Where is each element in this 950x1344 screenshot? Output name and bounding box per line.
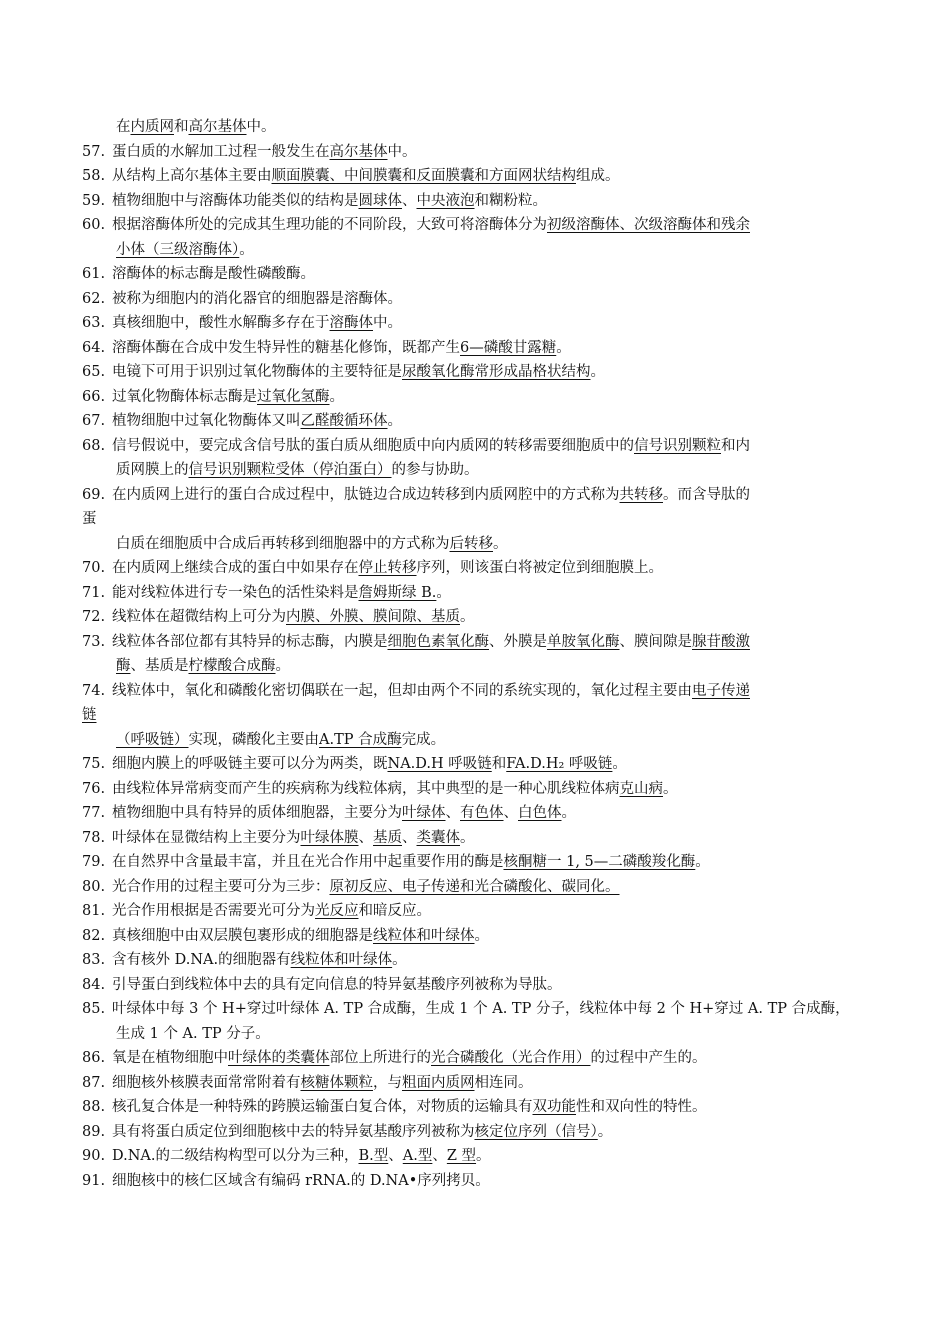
document-line <box>0 801 950 825</box>
text-segment: 根据溶酶体所处的完成其生理功能的不同阶段，大致可将溶酶体分为 <box>112 217 547 233</box>
answer-text: 叶绿体 <box>402 805 446 821</box>
line-text <box>112 483 750 507</box>
answer-text: （呼吸链） <box>116 731 189 748</box>
line-text <box>116 654 290 678</box>
document-line <box>0 1022 950 1046</box>
text-segment: 细胞核外核膜表面常常附着有 <box>112 1074 301 1091</box>
item-number: 83. <box>82 952 106 968</box>
item-number: 68. <box>82 437 106 454</box>
text-segment: 在自然界中含量最丰富，并且在光合作用中起重要作用的酶是 <box>112 854 504 870</box>
text-segment: 由线粒体异常病变而产生的疾病称为线粒体病，其中典型的是一种心肌线粒体病 <box>112 780 620 797</box>
document-line <box>0 262 950 286</box>
document-line <box>0 875 950 899</box>
document-line <box>0 1095 950 1119</box>
line-text <box>112 1071 533 1095</box>
item-number: 75. <box>82 756 106 772</box>
text-segment: 中。 <box>246 119 276 135</box>
text-segment: 的参与协助。 <box>391 462 479 478</box>
text-segment: 真核细胞中，酸性水解酶多存在于 <box>112 315 330 331</box>
answer-text: 粗面内质网 <box>402 1074 475 1091</box>
text-segment: 植物细胞中具有特异的质体细胞器，主要分为 <box>112 805 402 821</box>
text-segment: 中。 <box>387 143 417 160</box>
line-text <box>112 679 750 703</box>
answer-text: 高尔基体 <box>329 143 388 160</box>
line-text <box>82 507 97 531</box>
text-segment: 。 <box>329 388 344 405</box>
answer-text: 信号识别颗粒受体（停泊蛋白） <box>188 462 392 478</box>
text-segment: 白质在细胞质中合成后再转移到细胞器中的方式称为 <box>116 535 450 552</box>
document-line <box>0 409 950 433</box>
answer-text: 核酮糖一 1, 5—二磷酸羧化酶 <box>503 854 696 870</box>
text-segment: 、膜间隙是 <box>619 633 692 650</box>
answer-text: 溶酶体 <box>329 315 373 331</box>
item-number: 67. <box>82 413 106 429</box>
document-line <box>0 115 950 139</box>
item-number: 90. <box>82 1148 106 1164</box>
answer-text: 核定位序列（信号） <box>474 1123 598 1140</box>
text-segment: 中。 <box>373 315 402 331</box>
line-text <box>112 1046 707 1070</box>
line-text <box>112 262 315 286</box>
text-segment: 电镜下可用于识别过氧化物酶体的主要特征是 <box>112 364 402 380</box>
answer-text: 原初反应、电子传递和光合磷酸化、碳同化。 <box>329 878 620 895</box>
answer-text: 小体（三级溶酶体） <box>116 241 240 258</box>
text-segment: 实现，磷酸化主要由 <box>188 731 319 748</box>
answer-text: 内质网 <box>130 119 174 135</box>
text-segment: 。 <box>392 952 407 968</box>
answer-text: 叶绿体膜 <box>300 829 359 846</box>
document-line <box>0 826 950 850</box>
item-number: 69. <box>82 486 106 503</box>
item-number: 84. <box>82 976 106 993</box>
answer-text: 信号识别颗粒 <box>634 437 721 454</box>
line-text <box>112 1169 490 1193</box>
item-number: 80. <box>82 878 106 895</box>
line-text <box>112 1144 491 1168</box>
text-segment: 和糊粉粒。 <box>474 192 547 209</box>
text-segment: 、 <box>432 1148 447 1164</box>
answer-text: 酶 <box>116 658 131 674</box>
line-text <box>116 458 479 482</box>
item-number: 57. <box>82 143 106 160</box>
line-text <box>116 238 254 262</box>
document-line <box>0 164 950 188</box>
line-text <box>112 1095 707 1119</box>
text-segment: 植物细胞中过氧化物酶体又叫 <box>112 413 301 429</box>
document-line <box>0 605 950 629</box>
text-segment: 细胞内膜上的呼吸链主要可以分为两类，既 <box>112 756 388 772</box>
line-text <box>112 164 620 188</box>
text-segment: 、外膜是 <box>489 633 547 650</box>
item-number: 76. <box>82 780 106 797</box>
item-number: 58. <box>82 168 106 184</box>
line-text <box>112 752 627 776</box>
line-text <box>112 948 407 972</box>
line-text <box>112 140 417 164</box>
line-text <box>116 115 276 139</box>
item-number: 85. <box>82 1001 106 1017</box>
answer-text: 共转移 <box>619 486 663 503</box>
item-number: 86. <box>82 1050 106 1066</box>
text-segment: 溶酶体酶在合成中发生特异性的糖基化修饰，既都产生 <box>112 339 460 356</box>
line-text <box>112 360 605 384</box>
line-text <box>112 213 750 237</box>
text-segment: 含有核外 D.NA.的细胞器有 <box>112 952 291 968</box>
item-number: 59. <box>82 192 106 209</box>
document-line <box>0 532 950 556</box>
text-segment: 过氧化物酶体标志酶是 <box>112 388 257 405</box>
answer-text: 中央液泡 <box>416 192 475 209</box>
text-segment: 、基质是 <box>130 658 189 674</box>
text-segment: 。 <box>275 658 290 674</box>
text-segment: 、 <box>388 1148 403 1164</box>
answer-text: 停止转移 <box>358 560 417 576</box>
answer-text: 圆球体 <box>358 192 402 209</box>
text-segment: 。 <box>695 854 710 870</box>
document-line <box>0 434 950 458</box>
document-line <box>0 1046 950 1070</box>
document-line <box>0 948 950 972</box>
text-segment: 。 <box>556 339 571 356</box>
document-line <box>0 899 950 923</box>
line-text <box>112 1120 612 1144</box>
line-text <box>112 801 576 825</box>
item-number: 78. <box>82 829 106 846</box>
item-number: 64. <box>82 339 106 356</box>
text-segment: ，与 <box>373 1074 402 1091</box>
line-text <box>112 899 431 923</box>
line-text <box>112 409 402 433</box>
document-line <box>0 287 950 311</box>
text-segment: 、 <box>445 805 460 821</box>
line-text <box>116 1022 270 1046</box>
text-segment: 蛋白质的水解加工过程一般发生在 <box>112 143 330 160</box>
item-number: 63. <box>82 315 106 331</box>
text-segment: 的过程中产生的。 <box>590 1050 707 1066</box>
text-segment: 。 <box>476 1148 491 1164</box>
text-segment: 组成。 <box>576 168 620 184</box>
text-segment: 完成。 <box>401 731 446 748</box>
document-line <box>0 1120 950 1144</box>
document-line <box>0 581 950 605</box>
line-text <box>112 997 850 1021</box>
answer-text: A.TP 合成酶 <box>319 731 402 748</box>
line-text <box>112 385 344 409</box>
item-number: 88. <box>82 1099 106 1115</box>
answer-text: 高尔基体 <box>188 119 247 135</box>
document-line <box>0 507 950 531</box>
item-number: 79. <box>82 854 106 870</box>
answer-text: 内膜、外膜、膜间隙、基质 <box>286 609 460 625</box>
text-segment: 蛋 <box>82 511 97 527</box>
text-segment: 氧是在植物细胞中 <box>112 1050 228 1066</box>
document-line <box>0 458 950 482</box>
text-segment: 引导蛋白到线粒体中去的具有定向信息的特异氨基酸序列被称为导肽。 <box>112 976 562 993</box>
answer-text: 6—磷酸甘露糖 <box>460 339 557 356</box>
item-number: 77. <box>82 805 106 821</box>
text-segment: 质网膜上的 <box>116 462 189 478</box>
document-line <box>0 654 950 678</box>
item-number: 87. <box>82 1074 106 1091</box>
text-segment: 和 <box>174 119 189 135</box>
item-number: 72. <box>82 609 106 625</box>
text-segment: 叶绿体在显微结构上主要分为 <box>112 829 301 846</box>
line-text <box>112 777 678 801</box>
item-number: 66. <box>82 388 106 405</box>
line-text <box>82 703 97 727</box>
text-segment: 在内质网上继续合成的蛋白中如果存在 <box>112 560 359 576</box>
document-line <box>0 360 950 384</box>
text-segment: 线粒体在超微结构上可分为 <box>112 609 286 625</box>
answer-text: 双功能 <box>532 1099 576 1115</box>
item-number: 82. <box>82 927 106 944</box>
item-number: 74. <box>82 682 106 699</box>
document-line <box>0 385 950 409</box>
line-text <box>112 924 489 948</box>
item-number: 61. <box>82 266 106 282</box>
line-text <box>112 605 475 629</box>
document-line <box>0 973 950 997</box>
text-segment: 。 <box>561 805 576 821</box>
document-line <box>0 483 950 507</box>
item-number: 71. <box>82 584 106 601</box>
text-segment: 。 <box>436 584 451 601</box>
text-segment: 真核细胞中由双层膜包裹形成的细胞器是 <box>112 927 373 944</box>
text-segment: 相连同。 <box>474 1074 533 1091</box>
answer-text: A.型 <box>402 1148 433 1164</box>
text-segment: 和 <box>491 756 507 772</box>
text-segment: 。 <box>663 780 678 797</box>
text-segment: 、 <box>503 805 518 821</box>
text-segment: 具有将蛋白质定位到细胞核中去的特异氨基酸序列被称为 <box>112 1123 475 1140</box>
answer-text: 克山病 <box>619 780 663 797</box>
document-line <box>0 140 950 164</box>
text-segment: 细胞核中的核仁区域含有编码 rRNA.的 D.NA•序列拷贝。 <box>112 1172 490 1189</box>
text-segment: 溶酶体的标志酶是酸性磷酸酶。 <box>112 266 315 282</box>
item-number: 81. <box>82 903 106 919</box>
text-segment: 。 <box>597 1123 613 1140</box>
answer-text: 初级溶酶体、次级溶酶体和残余 <box>547 217 750 233</box>
item-number: 89. <box>82 1123 106 1140</box>
text-segment: D.NA.的二级结构构型可以分为三种， <box>112 1148 359 1164</box>
document-line <box>0 703 950 727</box>
text-segment: 从结构上高尔基体主要由 <box>112 168 272 184</box>
answer-text: 单胺氧化酶 <box>547 633 620 650</box>
text-segment: 生成 1 个 A. TP 分子。 <box>116 1025 270 1042</box>
line-text <box>112 581 451 605</box>
item-number: 91. <box>82 1172 106 1189</box>
line-text <box>112 287 402 311</box>
item-number: 62. <box>82 290 106 307</box>
document-line <box>0 924 950 948</box>
answer-text: 尿酸氧化酶常形成晶格状结构 <box>402 364 591 380</box>
answer-text: 柠檬酸合成酶 <box>188 658 276 674</box>
text-segment: 信号假说中，要完成含信号肽的蛋白质从细胞质中向内质网的转移需要细胞质中的 <box>112 437 634 454</box>
answer-text: 线粒体和叶绿体 <box>290 952 393 968</box>
text-segment: 部位上所进行的 <box>329 1050 431 1066</box>
answer-text: B.型 <box>358 1148 389 1164</box>
text-segment: 。 <box>493 535 508 552</box>
item-number: 73. <box>82 633 106 650</box>
item-number: 65. <box>82 364 106 380</box>
line-text <box>112 556 663 580</box>
text-segment: 。 <box>239 241 254 258</box>
answer-text: 有色体 <box>460 805 504 821</box>
answer-text: 詹姆斯绿 B. <box>358 584 437 601</box>
answer-text: 顺面膜囊、中间膜囊和反面膜囊和方面网状结构 <box>271 168 576 184</box>
text-segment: 和内 <box>721 437 750 454</box>
line-text <box>112 850 710 874</box>
document-line <box>0 777 950 801</box>
answer-text: 叶绿体的类囊体 <box>228 1050 330 1066</box>
answer-text: 核糖体颗粒 <box>300 1074 373 1091</box>
text-segment: 、 <box>402 829 417 846</box>
line-text <box>112 189 547 213</box>
document-line <box>0 997 950 1021</box>
document-line <box>0 728 950 752</box>
text-segment: 线粒体中，氧化和磷酸化密切偶联在一起，但却由两个不同的系统实现的，氧化过程主要由 <box>112 682 692 699</box>
text-segment: 光合作用的过程主要可分为三步： <box>112 878 330 895</box>
text-segment: 、 <box>402 192 417 209</box>
answer-text: 基质 <box>373 829 402 846</box>
line-text <box>112 875 620 899</box>
line-text <box>116 728 445 752</box>
answer-text: FA.D.H₂ 呼吸链 <box>506 756 613 772</box>
answer-text: 电子传递 <box>692 682 750 699</box>
document-line <box>0 311 950 335</box>
text-segment: 。 <box>474 927 489 944</box>
text-segment: 在 <box>116 119 131 135</box>
text-segment: 线粒体各部位都有其特异的标志酶，内膜是 <box>112 633 388 650</box>
document-line <box>0 850 950 874</box>
answer-text: 腺苷酸激 <box>692 633 750 650</box>
answer-text: Z 型 <box>446 1148 477 1164</box>
document-line <box>0 336 950 360</box>
text-segment: 、 <box>358 829 373 846</box>
text-segment: 。 <box>612 756 627 772</box>
text-segment: 。 <box>460 829 475 846</box>
document-line <box>0 630 950 654</box>
line-text <box>112 973 562 997</box>
text-segment: 。而含导肽的 <box>663 486 750 503</box>
line-text <box>112 630 750 654</box>
answer-text: 白色体 <box>518 805 562 821</box>
text-segment: 在内质网上进行的蛋白合成过程中，肽链边合成边转移到内质网腔中的方式称为 <box>112 486 620 503</box>
answer-text: 乙醛酸循环体 <box>300 413 388 429</box>
answer-text: NA.D.H 呼吸链 <box>387 756 492 772</box>
line-text <box>112 434 750 458</box>
document-line <box>0 238 950 262</box>
text-segment: 被称为细胞内的消化器官的细胞器是溶酶体。 <box>112 290 402 307</box>
text-segment: 核孔复合体是一种特殊的跨膜运输蛋白复合体，对物质的运输具有 <box>112 1099 533 1115</box>
document-line <box>0 752 950 776</box>
document-line <box>0 189 950 213</box>
text-segment: 序列，则该蛋白将被定位到细胞膜上。 <box>416 560 663 576</box>
text-segment: 叶绿体中每 3 个 H+穿过叶绿体 A. TP 合成酶，生成 1 个 A. TP 分子，线粒体中每 2 个 H+穿过 A. TP 合成酶， <box>112 1001 850 1017</box>
text-segment: 。 <box>460 609 475 625</box>
answer-text: 细胞色素氧化酶 <box>387 633 489 650</box>
text-segment: 和暗反应。 <box>358 903 431 919</box>
answer-text: 类囊体 <box>416 829 460 846</box>
document-line <box>0 1169 950 1193</box>
line-text <box>112 336 571 360</box>
answer-text: 光合磷酸化（光合作用） <box>431 1050 591 1066</box>
line-text <box>116 532 508 556</box>
text-segment: 光合作用根据是否需要光可分为 <box>112 903 315 919</box>
item-number: 60. <box>82 217 106 233</box>
text-segment: 。 <box>590 364 605 380</box>
answer-text: 线粒体和叶绿体 <box>373 927 475 944</box>
answer-text: 链 <box>82 707 97 723</box>
document-line <box>0 556 950 580</box>
text-segment: 植物细胞中与溶酶体功能类似的结构是 <box>112 192 359 209</box>
text-segment: 。 <box>387 413 402 429</box>
text-segment: 性和双向性的特性。 <box>576 1099 707 1115</box>
answer-text: 光反应 <box>315 903 359 919</box>
line-text <box>112 311 402 335</box>
document-line <box>0 1144 950 1168</box>
text-segment: 能对线粒体进行专一染色的活性染料是 <box>112 584 359 601</box>
document-line <box>0 679 950 703</box>
document-line <box>0 213 950 237</box>
answer-text: 过氧化氢酶 <box>257 388 330 405</box>
item-number: 70. <box>82 560 106 576</box>
answer-text: 后转移 <box>449 535 493 552</box>
document-line <box>0 1071 950 1095</box>
line-text <box>112 826 475 850</box>
